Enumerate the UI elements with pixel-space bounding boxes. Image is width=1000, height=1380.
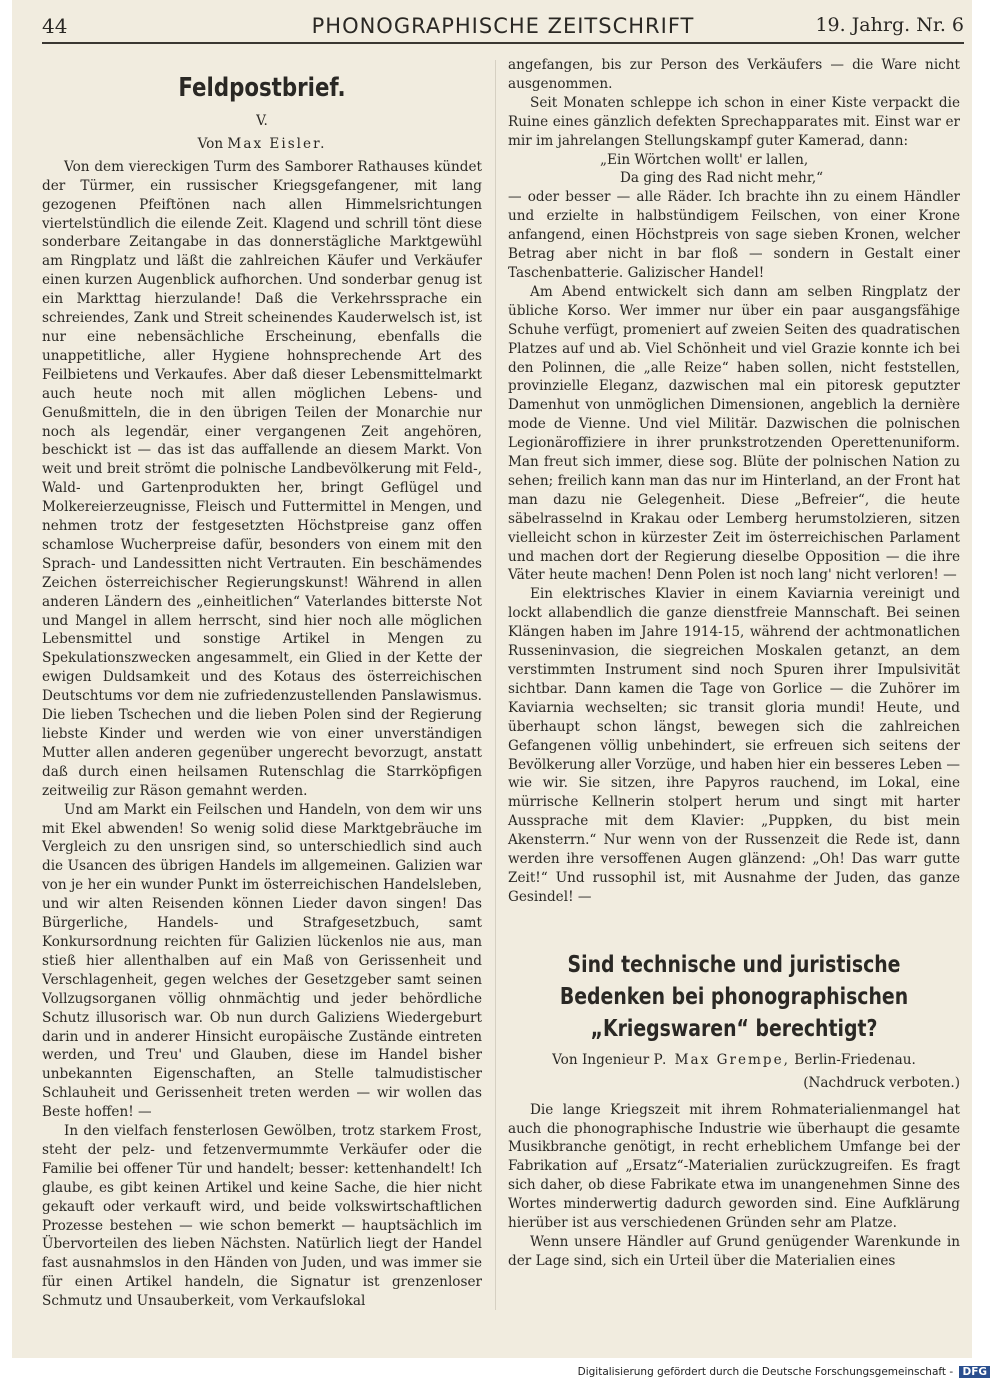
page-number: 44: [42, 14, 68, 38]
paragraph: Ein elektrisches Klavier in einem Kaviarnia vereinigt und lockt allabendlich die ganze dienstfreie Mannschaft. Bei seinen Klängen haben im Jahre 1914-15, während der achtmonatlichen Russeninvasion, die siegreichen Moskalen getanzt, an dem verstimmten Instrument sind noch Spuren ihrer Impulsivität sichtbar. Dann kamen die Tage von Gorlice — die Zuhörer im Kaviarnia wechselten; sic transit gloria mundi! Heute, und überhaupt schon längst, bewegen sich die zahlreichen Gefangenen völlig unbehindert, sie erfreuen sich seitens der Bevölkerung aller Vorzüge, und haben hier ein besseres Leben — wie wir. Sie sitzen, ihre Papyros rauchend, im Lokal, eine mürrische Kellnerin stolpert herum und singt mit harter Aussprache mit dem Klavier: „Puppken, du bist mein Akensterrn.“ Nur wenn von der Russenzeit die Rede ist, dann werden ihre versoffenen Augen glänzend: „Oh! Das warr gutte Zeit!“ Und russophil ist, mit Ausnahme der Juden, das ganze Gesindel! —: [508, 586, 960, 905]
paragraph: In den vielfach fensterlosen Gewölben, trotz starkem Frost, steht der pelz- und fetzenvermummte Verkäufer oder die Familie bei offener Tür und handelt; besser: kettenhandelt! Ich glaube, es gibt keinen Artikel und keine Sache, die hier nicht gekauft oder verkauft wird, und beide volkswirtschaftlichen Prozesse bestehen — wie schon bemerkt — hauptsächlich im Übervorteilen des lieben Nächsten. Natürlich liegt der Handel fast ausnahmslos in den Händen von Juden, und was immer sie für einen Artikel handeln, die Signatur ist grenzenloser Schmutz und Unsauberkeit, vom Verkaufslokal: [42, 1123, 482, 1310]
issue-label: 19. Jahrg. Nr. 6: [815, 14, 964, 36]
dfg-logo: DFG: [959, 1366, 990, 1378]
byline-author: Max Eisler.: [227, 135, 327, 152]
paragraph: Die lange Kriegszeit mit ihrem Rohmaterialienmangel hat auch die phonographische Industrie wie überhaupt die gesamte Musikbranche genötigt, in recht erheblichem Umfange bei der Fabrikation auf „Ersatz“-Materialien zurückzugreifen. Es fragt sich daher, ob diese Fabrikate etwa im unangenehmen Sinne des Wortes minderwertig dadurch geworden sind. Eine Aufklärung hierüber ist aus verschiedenen Gründen sehr am Platze.: [508, 1101, 960, 1232]
running-header: [42, 12, 964, 44]
journal-title: PHONOGRAPHISCHE ZEITSCHRIFT: [311, 14, 695, 38]
paragraph: Am Abend entwickelt sich dann am selben Ringplatz der übliche Korso. Wer immer nur über ein paar ausgangsfähige Schuhe verfügt, promeniert auf zweien Seiten des quadratischen Platzes auf und ab. Viel Schönheit und viel Grazie konnte ich bei den Polinnen, die „alle Reize“ haben sollen, nicht feststellen, provinzielle Eleganz, dazwischen mal ein pitoresk geputzter Damenhut von unmöglichen Dimensionen, angeblich la dernière mode de Vienne. Und viel Militär. Dazwischen die polnischen Legionäroffiziere in ihrer prunkstrotzenden Operettenuniform. Man freut sich immer, diese sog. Blüte der polnischen Nation zu sehen; freilich kann man das nur im Hinterland, an der Front hat man dazu nie Gelegenheit. Diese „Befreier“, die heute säbelrasselnd in Krakau oder Lemberg herumstolzieren, sitzen vielleicht schon in kürzester Zeit im österreichischen Parlament und machen dort der Regierung dieselbe Opposition — die ihre Väter heute machen! Denn Polen ist noch lang' nicht verloren! —: [508, 283, 960, 584]
page: [12, 0, 972, 1358]
credit-text: Digitalisierung gefördert durch die Deutsche Forschungsgemeinschaft -: [577, 1366, 954, 1378]
article-byline: [508, 1051, 960, 1070]
verse-line: „Ein Wörtchen wollt' er lallen,: [600, 151, 809, 168]
paragraph: Seit Monaten schleppe ich schon in einer Kiste verpackt die Ruine eines gänzlich defekten Sprechapparates mit. Einst war er mir im jahrelangen Stellungskampf guter Kamerad, dann:: [508, 94, 960, 149]
rights-notice: (Nachdruck verboten.): [803, 1074, 960, 1091]
paragraph: Und am Markt ein Feilschen und Handeln, von dem wir uns mit Ekel abwenden! So wenig solid diese Marktgebräuche im Vergleich zu den unsrigen sind, so unterschiedlich sind auch die Usancen des übrigen Handels im allgemeinen. Galizien war von je her ein wunder Punkt im österreichischen Handelsleben, und wir alten Reisenden können Lieder davon singen! Das Bürgerliche, Handels- und Strafgesetzbuch, samt Konkursordnung reichten für Galizien lückenlos nie aus, man stieß hier allenthalben auf ein Maß von Gerissenheit und Verschlagenheit, gegen welches der Gesetzgeber samt seinen Vollzugsorganen völlig ohnmächtig und jeder behördliche Schutz illusorisch war. Ob nun durch Galiziens Wiedergeburt darin und in anderer Hinsicht europäische Zustände eintreten werden, und Treu' und Glauben, diese im Handel bisher unbekannten Eigenschaften, an Stelle talmudistischer Schlauheit und Gerissenheit treten werden — wir wollen das Beste hoffen! —: [42, 801, 482, 1121]
right-column: [508, 56, 960, 1271]
article-part: V.: [256, 113, 268, 129]
left-column: [42, 56, 482, 1311]
verse-line: Da ging des Rad nicht mehr,“: [620, 170, 824, 187]
paragraph: Von dem viereckigen Turm des Samborer Rathauses kündet der Türmer, ein russischer Kriegsgefangener, mit lang gezogenen Pfeiftönen nach allen Himmelsrichtungen viertelstündlich die eilende Zeit. Klagend und schrill tönt diese sonderbare Zeitangabe in das donnerstägliche Marktgewühl am Ringplatz und läßt die zahlreichen Käufer und Verkäufer einen kurzen Augenblick aufhorchen. Und sonderbar genug ist ein Markttag hierzulande! Daß die Verkehrssprache ein schreiendes, Zank und Streit scheinendes Kauderwelsch ist, ist nur eine nebensächliche Erscheinung, ebenfalls die unappetitliche, aller Hygiene hohnsprechende Art des Feilbietens und Verkaufes. Aber daß dieser Lebensmittelmarkt auch heute noch mit allen möglichen Lebens- und Genußmitteln, die in den übrigen Teilen der Monarchie nur noch als legendär, einer vergangenen Zeit angehören, beschickt ist — das ist das auffallende an diesem Markt. Von weit und breit strömt die polnische Landbevölkerung mit Feld-, Wald- und Gartenprodukten her, bringt Geflügel und Molkereierzeugnisse, Fleisch und Futtermittel in Mengen, und nehmen trotz der festgesetzten Höchstpreise ganz offen schamlose Wucherpreise dafür, besonders von einem mit den Sprach- und Landessitten nicht Vertrauten. Ein beschämendes Zeichen österreichischer Regierungskunst! Während in allen anderen Ländern des „einheitlichen“ Vaterlandes bitterste Not und Mangel in allem herrscht, sind hier noch alle möglichen Lebensmittel und sonstige Artikel in Mengen zu Spekulationszwecken angesammelt, ein Glied in der Kette der ewigen Duldsamkeit und des Kotaus des österreichischen Deutschtums vor dem nie zufriedenzustellenden Panslawismus. Die lieben Tschechen und die lieben Polen sind der Regierung liebste Kinder und werden wie von einer unverständigen Mutter allen anderen gegenüber ungerecht bevorzugt, anstatt daß durch einen heilsamen Rutenschlag die Starrköpfigen zeitweilig zur Räson gemahnt werden.: [42, 158, 482, 799]
byline-prefix: Von: [197, 135, 224, 152]
paragraph-continuation: angefangen, bis zur Person des Verkäufers — die Ware nicht ausgenommen.: [508, 57, 960, 92]
article-byline: [42, 135, 482, 154]
paragraph: — oder besser — alle Räder. Ich brachte ihn zu einem Händler und erzielte in halbstündigem Feilschen, von einer Krone anfangend, einen Höchstpreis von sage sieben Kronen, welcher Betrag aber nicht in bar floß — sondern in Gestalt einer Taschenbatterie. Galizischer Handel!: [508, 189, 960, 281]
article-title: Feldpostbrief.: [178, 73, 346, 103]
byline-author: P. Max Grempe,: [653, 1051, 790, 1068]
digitization-credit: [578, 1366, 990, 1378]
byline-prefix: Von Ingenieur: [552, 1051, 650, 1068]
column-divider: [495, 60, 496, 1310]
article-title: Sind technische und juristische Bedenken bei phonographischen „Kriegswaren“ berechtigt?: [559, 951, 909, 1042]
paragraph: Wenn unsere Händler auf Grund genügender Warenkunde in der Lage sind, sich ein Urteil über die Materialien eines: [508, 1233, 960, 1269]
byline-place: Berlin-Friedenau.: [794, 1051, 916, 1068]
